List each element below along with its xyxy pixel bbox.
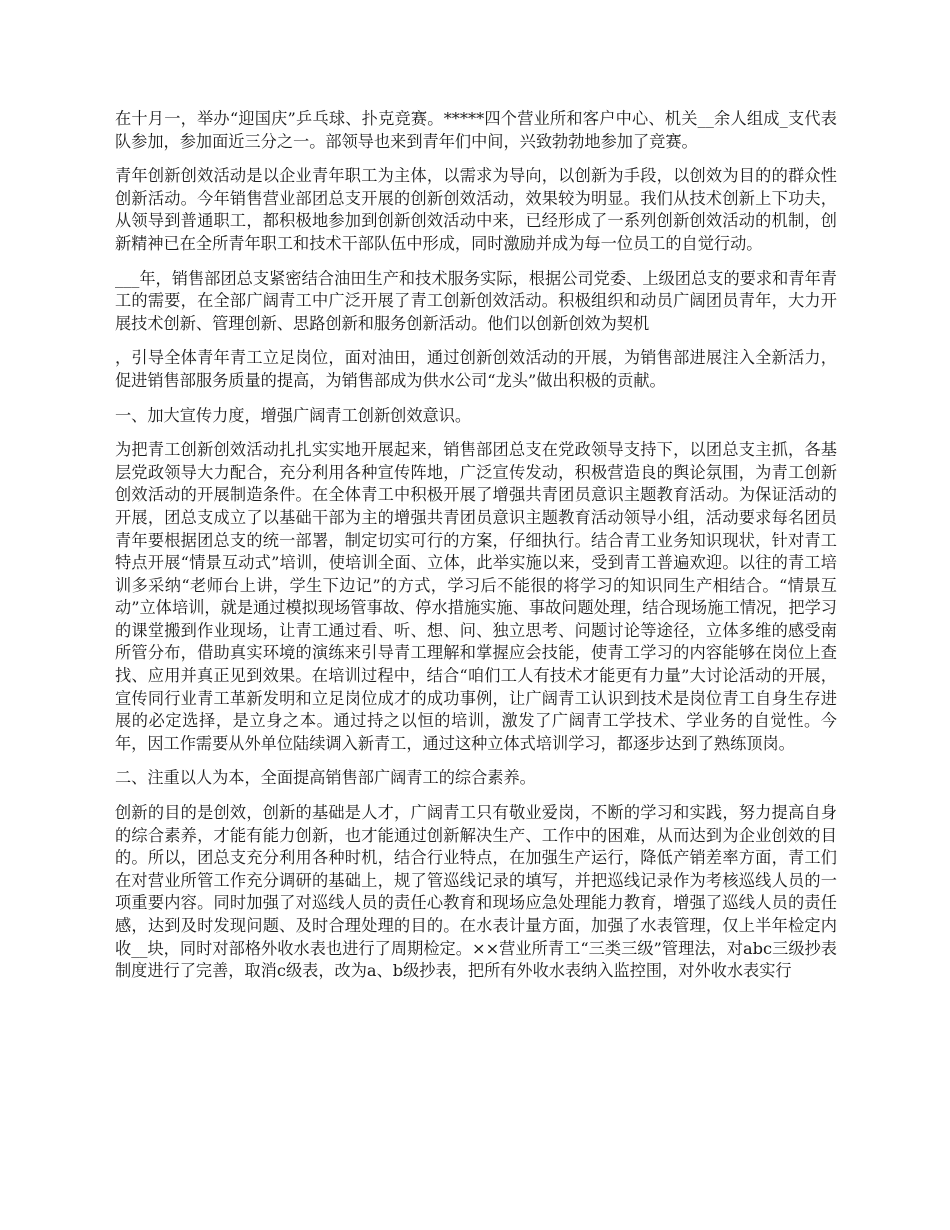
paragraph-guidance: ，引导全体青年青工立足岗位，面对油田，通过创新创效活动的开展，为销售部进展注入全新活力，促进销售部服务质量的提高，为销售部成为供水公司“龙头”做出积极的贡献。	[115, 348, 837, 390]
paragraph-year-activities: ___年，销售部团总支紧密结合油田生产和技术服务实际，根据公司党委、上级团总支的要求和青年青工的需要，在全部广阔青工中广泛开展了青工创新创效活动。积极组织和动员广阔团员青年，大力开展技术创新、管理创新、思路创新和服务创新活动。他们以创新创效为契机	[115, 268, 837, 333]
paragraph-competition: 在十月一，举办“迎国庆”乒乓球、扑克竞赛。*****四个营业所和客户中心、机关__余人组成_支代表队参加，参加面近三分之一。部领导也来到青年们中间，兴致勃勃地参加了竞赛。	[115, 109, 837, 151]
section-heading-1: 一、加大宣传力度，增强广阔青工创新创效意识。	[115, 405, 472, 425]
paragraph-talent: 创新的目的是创效，创新的基础是人才，广阔青工只有敬业爱岗，不断的学习和实践，努力提高自身的综合素养，才能有能力创新，也才能通过创新解决生产、工作中的困难，从而达到为企业创效的目的。所以，团总支充分利用各种时机，结合行业特点，在加强生产运行，降低产销差率方面，青工们在对营业所管工作充分调研的基础上，规了管巡线记录的填写，并把巡线记录作为考核巡线人员的一项重要内容。同时加强了对巡线人员的责任心教育和现场应急处理能力教育，增强了巡线人员的责任感，达到及时发现问题、及时合理处理的目的。在水表计量方面，加强了水表管理，仅上半年检定内收__块，同时对部格外收水表也进行了周期检定。××营业所青工“三类三级”管理法，对abc三级抄表制度进行了完善，取消c级表，改为a、b级抄表，把所有外收水表纳入监控围，对外收水表实行	[115, 803, 837, 981]
paragraph-publicity: 为把青工创新创效活动扎扎实实地开展起来，销售部团总支在党政领导支持下，以团总支主抓，各基层党政领导大力配合，充分利用各种宣传阵地，广泛宣传发动，积极营造良的舆论氛围，为青工创新创效活动的开展制造条件。在全体青工中积极开展了增强共青团员意识主题教育活动。为保证活动的开展，团总支成立了以基础干部为主的增强共青团员意识主题教育活动领导小组，活动要求每名团员青年要根据团总支的统一部署，制定切实可行的方案，仔细执行。结合青工业务知识现状，针对青工特点开展“情景互动式”培训，使培训全面、立体，此举实施以来，受到青工普遍欢迎。以往的青工培训多采纳“老师台上讲，学生下边记”的方式，学习后不能很的将学习的知识同生产相结合。“情景互动”立体培训，就是通过模拟现场管事故、停水措施实施、事故问题处理，结合现场施工情况，把学习的课堂搬到作业现场，让青工通过看、听、想、问、独立思考、问题讨论等途径，立体多维的感受南所管分布，借助真实环境的演练来引导青工理解和掌握应会技能，使青工学习的内容能够在岗位上查找、应用并真正见到效果。在培训过程中，结合“咱们工人有技术才能更有力量”大讨论活动的开展，宣传同行业青工革新发明和立足岗位成才的成功事例，让广阔青工认识到技术是岗位青工自身生存进展的必定选择，是立身之本。通过持之以恒的培训，激发了广阔青工学技术、学业务的自觉性。今年，因工作需要从外单位陆续调入新青工，通过这种立体式培训学习，都逐步达到了熟练顶岗。	[115, 440, 837, 753]
section-heading-2: 二、注重以人为本，全面提高销售部广阔青工的综合素养。	[115, 768, 536, 788]
document-body	[115, 108, 837, 995]
paragraph-innovation-intro: 青年创新创效活动是以企业青年职工为主体，以需求为导向，以创新为手段，以创效为目的的群众性创新活动。今年销售营业部团总支开展的创新创效活动，效果较为明显。我们从技术创新上下功夫，从领导到普通职工，都积极地参加到创新创效活动中来，已经形成了一系列创新创效活动的机制，创新精神已在全所青年职工和技术干部队伍中形成，同时激励并成为每一位员工的自觉行动。	[115, 166, 837, 253]
